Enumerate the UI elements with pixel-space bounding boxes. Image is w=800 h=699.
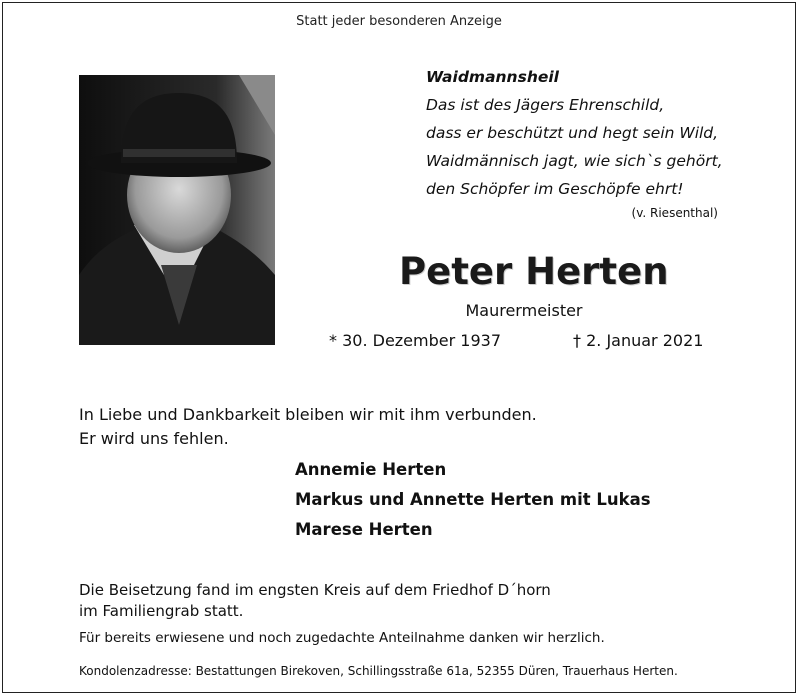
burial-line: Die Beisetzung fand im engsten Kreis auf dem Friedhof D´horn xyxy=(79,581,551,599)
poem-line: den Schöpfer im Geschöpfe ehrt! xyxy=(426,180,684,198)
farewell-message xyxy=(79,403,639,451)
header-note: Statt jeder besonderen Anzeige xyxy=(296,14,502,29)
poem-title: Waidmannsheil xyxy=(426,68,559,86)
poem-line: Das ist des Jägers Ehrenschild, xyxy=(426,96,665,114)
burial-line: im Familiengrab statt. xyxy=(79,602,244,620)
mourner-name: Markus und Annette Herten mit Lukas xyxy=(295,490,651,509)
mourners-list xyxy=(295,455,715,545)
message-line: In Liebe und Dankbarkeit bleiben wir mit ihm verbunden. xyxy=(79,405,537,424)
poem-line: dass er beschützt und hegt sein Wild, xyxy=(426,124,719,142)
condolence-address: Kondolenzadresse: Bestattungen Birekoven, Schillingsstraße 61a, 52355 Düren, Trauerhaus Herten. xyxy=(79,664,678,678)
birth-date: * 30. Dezember 1937 xyxy=(329,331,501,350)
burial-notice xyxy=(79,580,719,622)
portrait-photo xyxy=(79,75,275,345)
death-date: † 2. Januar 2021 xyxy=(573,331,704,350)
poem-line: Waidmännisch jagt, wie sich`s gehört, xyxy=(426,152,723,170)
deceased-name: Peter Herten xyxy=(399,250,669,293)
thanks-note: Für bereits erwiesene und noch zugedachte Anteilnahme danken wir herzlich. xyxy=(79,630,605,646)
mourner-name: Annemie Herten xyxy=(295,460,447,479)
obituary-notice xyxy=(2,2,796,693)
deceased-profession: Maurermeister xyxy=(465,301,583,320)
poem-attribution: (v. Riesenthal) xyxy=(631,206,718,220)
message-line: Er wird uns fehlen. xyxy=(79,429,229,448)
mourner-name: Marese Herten xyxy=(295,520,433,539)
poem xyxy=(426,63,756,221)
